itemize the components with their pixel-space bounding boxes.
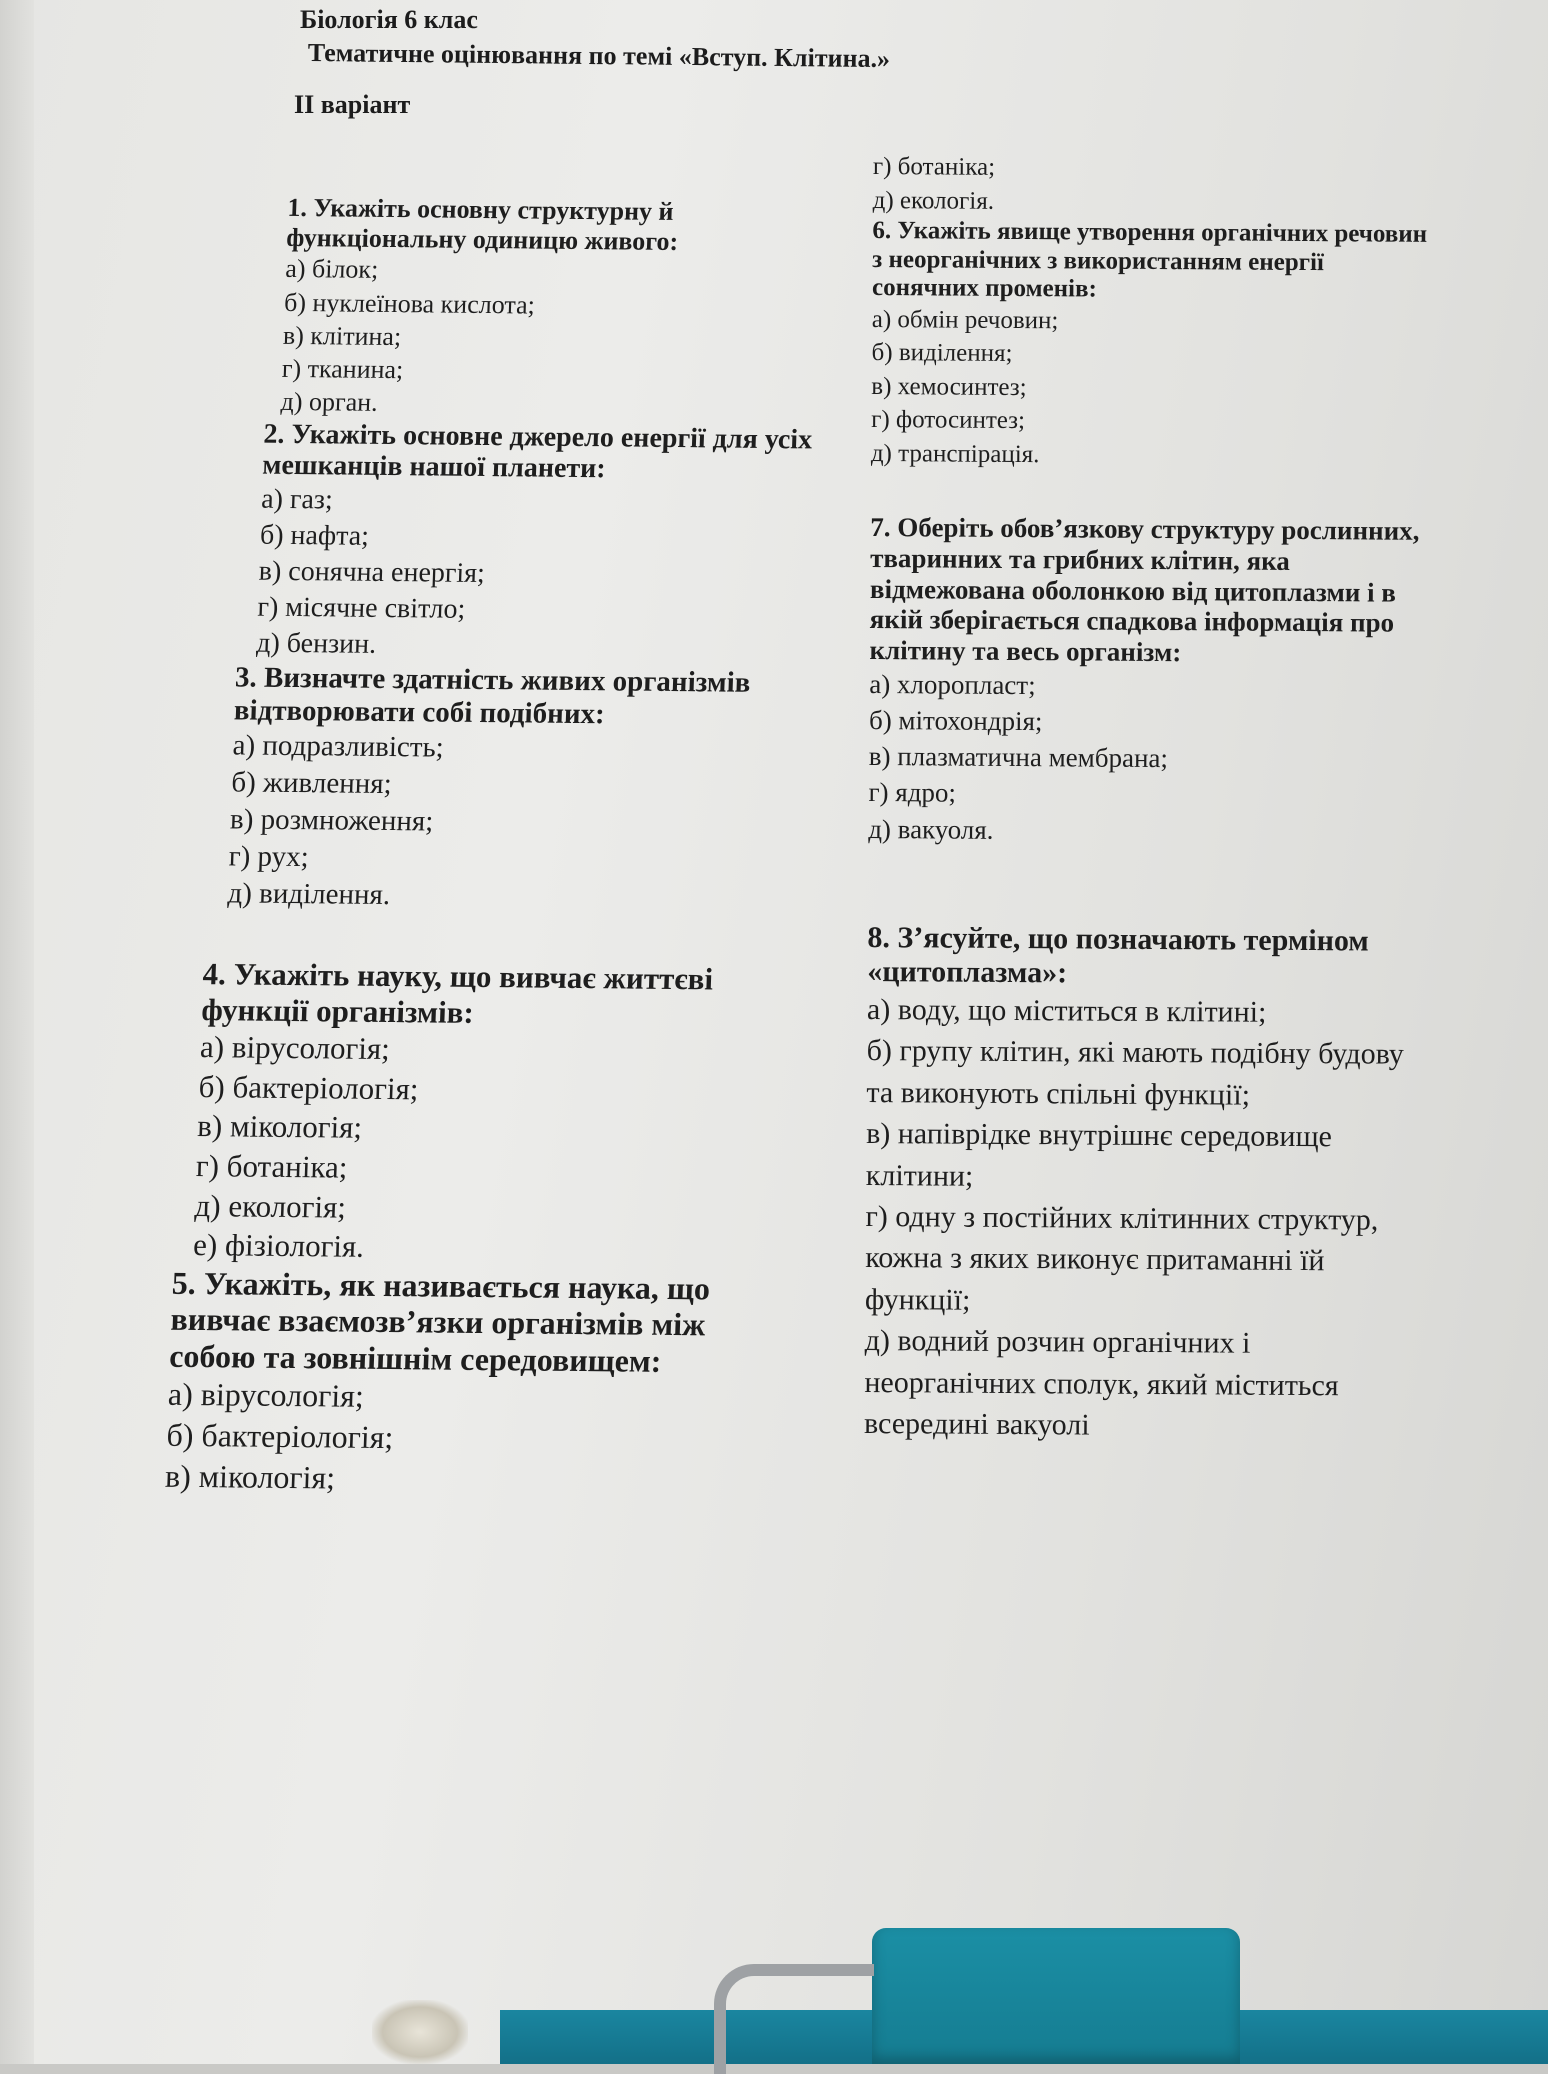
- option-e: д) орган.: [280, 387, 379, 418]
- question-6: [871, 217, 1433, 474]
- question-1: [280, 193, 830, 424]
- option-c: в) напіврідке внутрішнє середовище клітини;: [865, 1117, 1333, 1193]
- option-e: д) вакуоля.: [868, 813, 994, 845]
- question-title: 8. З’ясуйте, що позначають терміном «цитоплазма»:: [867, 920, 1369, 990]
- option-d: г) фотосинтез;: [871, 405, 1026, 435]
- option-a: а) обмін речовин;: [871, 305, 1059, 334]
- assessment-title: Тематичне оцінювання по темі «Вступ. Клітина.»: [307, 37, 891, 73]
- eraser-crumbs: [372, 2000, 468, 2064]
- question-title: 3. Визначте здатність живих організмів відтворювати собі подібних:: [233, 660, 751, 730]
- option-d: г) тканина;: [281, 353, 404, 385]
- option-b: б) нуклеїнова кислота;: [283, 287, 536, 320]
- option-a: а) білок;: [284, 254, 379, 285]
- worksheet-header: [294, 4, 1200, 122]
- question-2: [256, 418, 822, 667]
- option-d: г) ядро;: [868, 777, 957, 808]
- option-b: б) мітохондрія;: [868, 704, 1043, 737]
- option-d: г) місячне світло;: [256, 591, 466, 625]
- answer-options: [868, 666, 1429, 851]
- option-b: б) нафта;: [259, 519, 370, 553]
- question-5: [164, 1265, 792, 1504]
- option-c: в) клітина;: [282, 320, 402, 351]
- option-d: г) ботаніка;: [872, 152, 996, 181]
- answer-options: [227, 727, 811, 919]
- option-b: б) виділення;: [871, 338, 1013, 367]
- option-e: д) екологія;: [194, 1187, 347, 1225]
- option-c: в) плазматична мембрана;: [868, 741, 1169, 774]
- option-e: д) водний розчин органічних і неорганічних сполук, який міститься всередині вакуолі: [863, 1324, 1339, 1442]
- answer-options: [193, 1027, 801, 1271]
- option-c: в) сонячна енергія;: [258, 555, 486, 590]
- question-4: [193, 956, 804, 1271]
- question-7: [868, 512, 1430, 851]
- answer-options: [864, 989, 1427, 1448]
- question-title: 7. Оберіть обов’язкову структуру рослинних, тваринних та грибних клітин, яка відмежована оболонкою від цитоплазми і в якій зберігається спадкова інформація про клітину та весь організм:: [869, 511, 1420, 668]
- metal-clip: [714, 1964, 874, 2074]
- variant-label: II варіант: [294, 90, 411, 119]
- option-b: б) бактеріологія;: [165, 1416, 395, 1456]
- question-3: [227, 661, 814, 919]
- answer-options: [871, 302, 1432, 473]
- question-title: 5. Укажіть, як називається наука, що вивчає взаємозв’язки організмів між собою та зовнішнім середовищем:: [168, 1264, 711, 1379]
- option-a: а) газ;: [260, 484, 334, 516]
- option-c: в) мікологія;: [196, 1108, 363, 1145]
- option-e: д) транспірація.: [870, 439, 1040, 468]
- option-e: д) екологія.: [872, 186, 995, 215]
- question-8: [864, 921, 1428, 1449]
- left-column: [154, 192, 830, 1503]
- question-title: 6. Укажіть явище утворення органічних речовин з неорганічних з використанням енергії сонячних променів:: [871, 216, 1428, 303]
- option-a: а) подразливість;: [232, 729, 445, 764]
- option-d: г) ботаніка;: [195, 1147, 349, 1185]
- subject-line: Біологія 6 клас: [300, 5, 478, 34]
- option-b: б) бактеріологія;: [198, 1068, 420, 1106]
- option-a: а) вірусологія;: [167, 1376, 365, 1415]
- question-5-continued-options: [873, 150, 1433, 221]
- option-c: в) мікологія;: [164, 1457, 336, 1496]
- option-c: в) хемосинтез;: [871, 372, 1027, 401]
- option-c: в) розмноження;: [229, 803, 434, 838]
- option-d: г) рух;: [228, 840, 310, 874]
- question-title: 2. Укажіть основне джерело енергії для усіх мешканців нашої планети:: [261, 418, 813, 485]
- answer-options: [256, 482, 820, 667]
- question-title: 1. Укажіть основну структурну й функціональну одиницю живого:: [285, 192, 679, 256]
- option-d: г) одну з постійних клітинних структур, кожна з яких виконує притаманні їй функції;: [864, 1199, 1379, 1317]
- option-a: а) воду, що міститься в клітині;: [866, 993, 1267, 1029]
- answer-options: [164, 1374, 788, 1503]
- right-column: [864, 150, 1433, 1448]
- paper-edge-shadow: [0, 0, 34, 2064]
- document-stand: [872, 1928, 1240, 2064]
- option-b: б) групу клітин, які мають подібну будову та виконують спільні функції;: [866, 1034, 1404, 1112]
- option-a: а) хлоропласт;: [869, 668, 1036, 700]
- option-a: а) вірусологія;: [199, 1028, 391, 1066]
- answer-options: [280, 252, 828, 424]
- option-e: д) виділення.: [226, 877, 391, 912]
- option-f: е) фізіологія.: [192, 1227, 365, 1264]
- question-title: 4. Укажіть науку, що вивчає життєві функції організмів:: [200, 956, 714, 1030]
- option-b: б) живлення;: [230, 766, 393, 800]
- option-e: д) бензин.: [255, 627, 377, 660]
